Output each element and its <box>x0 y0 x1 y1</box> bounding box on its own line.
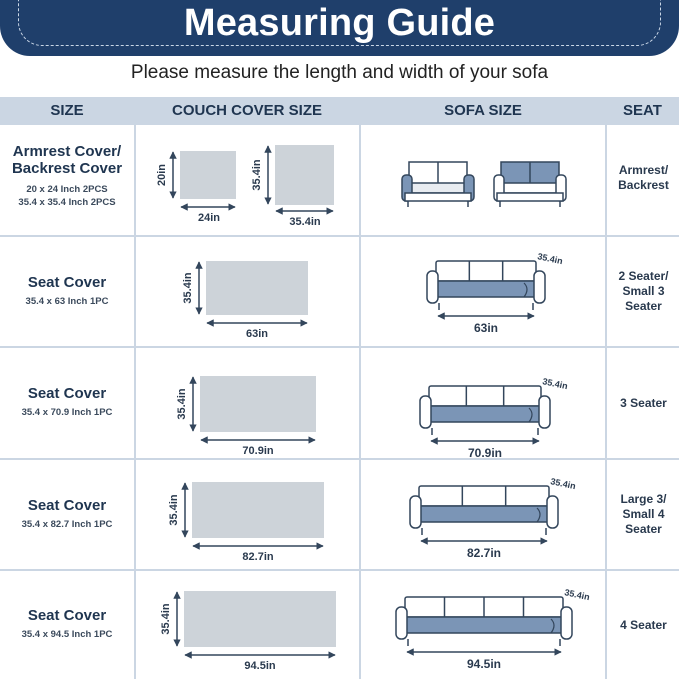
title-banner <box>0 0 679 56</box>
size-spec: 35.4 x 70.9 Inch 1PC <box>21 407 113 418</box>
seat-label: Seater <box>625 299 662 313</box>
seat-cell <box>608 269 679 314</box>
size-name: Seat Cover <box>27 385 107 402</box>
sofa-icon <box>427 261 545 310</box>
width-label: 82.7in <box>242 551 274 563</box>
size-cell <box>0 497 134 531</box>
sofa-armrest <box>561 607 572 639</box>
sofa-armrest <box>427 271 438 303</box>
size-spec: 35.4 x 35.4 Inch 2PCS <box>18 197 116 208</box>
size-spec: 35.4 x 94.5 Inch 1PC <box>21 629 113 640</box>
sofa-armrest <box>396 607 407 639</box>
seat-cell <box>608 618 679 633</box>
sofa-icon <box>410 486 558 535</box>
width-label: 24in <box>197 212 221 224</box>
sofa-armrest <box>534 271 545 303</box>
seat-cell <box>608 396 679 411</box>
cover-panel <box>180 151 236 199</box>
sofa-width-label: 70.9in <box>467 446 503 458</box>
depth-label: 35.4in <box>541 376 569 392</box>
size-name: Armrest Cover/ <box>12 143 122 160</box>
seat-label: Armrest/ <box>618 163 669 177</box>
header-size: SIZE <box>50 102 84 119</box>
width-label: 94.5in <box>244 660 276 672</box>
cover-diagram <box>136 127 358 235</box>
height-label: 20in <box>156 163 168 187</box>
width-label: 63in <box>245 328 269 340</box>
width-label: 70.9in <box>242 445 274 457</box>
width-label: 35.4in <box>289 216 321 228</box>
table-row <box>0 571 679 679</box>
cover-panel <box>206 261 308 315</box>
sofa-width-label: 63in <box>473 321 499 335</box>
height-label: 35.4in <box>182 272 194 304</box>
seat-label: Backrest <box>618 178 669 192</box>
sofa-diagram <box>361 348 605 458</box>
cover-panel <box>184 591 336 647</box>
sofa-armrest <box>547 496 558 528</box>
sofa-seat-highlight <box>419 506 549 522</box>
sofa-seat-highlight <box>405 617 563 633</box>
cover-diagram <box>136 348 358 458</box>
size-name: Seat Cover <box>27 496 107 514</box>
header-sofa-size: SOFA SIZE <box>444 102 522 119</box>
sofa-icon <box>396 597 572 646</box>
size-name: Seat Cover <box>27 273 107 291</box>
sofa-seat-highlight <box>436 281 536 297</box>
sofa-diagram <box>361 571 605 679</box>
seat-label: 4 Seater <box>620 617 667 632</box>
sofa-diagram <box>361 127 605 235</box>
size-cell <box>0 274 134 308</box>
height-label: 35.4in <box>251 159 263 191</box>
depth-label: 35.4in <box>536 251 564 267</box>
seat-label: Small 3 <box>622 284 665 298</box>
sofa-backrest <box>436 261 536 281</box>
table-header <box>0 97 679 125</box>
seat-label: Seater <box>625 522 662 536</box>
seat-cell <box>608 492 679 537</box>
page-subtitle: Please measure the length and width of your sofa <box>130 62 549 83</box>
seat-label: 3 Seater <box>620 395 667 410</box>
size-name: Backrest Cover <box>11 160 123 177</box>
sofa-diagram <box>361 460 605 569</box>
header-cover-size: COUCH COVER SIZE <box>171 102 322 119</box>
sofa-armrest <box>539 396 550 428</box>
sofa-width-label: 94.5in <box>466 657 502 671</box>
seat-label: 2 Seater/ <box>618 269 669 283</box>
size-spec: 20 x 24 Inch 2PCS <box>26 184 108 195</box>
seat-label: Small 4 <box>622 507 665 521</box>
sofa-backrest <box>429 386 541 406</box>
sofa-armrest <box>410 496 421 528</box>
table-row <box>0 237 679 346</box>
backrest-sofa-icon <box>494 162 566 207</box>
size-name: Seat Cover <box>27 607 107 624</box>
header-seat: SEAT <box>623 102 662 119</box>
size-spec: 35.4 x 63 Inch 1PC <box>25 295 109 307</box>
seat-cell <box>608 163 679 193</box>
height-label: 35.4in <box>160 603 172 635</box>
cover-panel <box>200 376 316 432</box>
armrest-sofa-icon <box>402 162 474 207</box>
table-row <box>0 127 679 235</box>
height-label: 35.4in <box>176 388 188 420</box>
table-row <box>0 460 679 569</box>
sofa-armrest <box>420 396 431 428</box>
page-title: Measuring Guide <box>183 2 496 44</box>
cover-panel <box>192 482 324 538</box>
sofa-diagram <box>361 237 605 346</box>
cover-diagram <box>136 571 358 679</box>
size-cell <box>0 607 134 641</box>
cover-diagram <box>136 237 358 346</box>
depth-label: 35.4in <box>563 587 591 603</box>
sofa-backrest <box>419 486 549 506</box>
seat-label: Large 3/ <box>620 492 667 506</box>
depth-label: 35.4in <box>549 476 577 492</box>
sofa-width-label: 82.7in <box>466 546 502 560</box>
size-cell <box>0 385 134 419</box>
height-label: 35.4in <box>168 494 180 526</box>
size-spec: 35.4 x 82.7 Inch 1PC <box>21 518 113 530</box>
measuring-table <box>0 97 679 679</box>
sofa-seat-highlight <box>429 406 541 422</box>
cover-diagram <box>136 460 358 569</box>
cover-panel <box>275 145 334 205</box>
size-cell <box>0 143 134 209</box>
table-row <box>0 348 679 458</box>
